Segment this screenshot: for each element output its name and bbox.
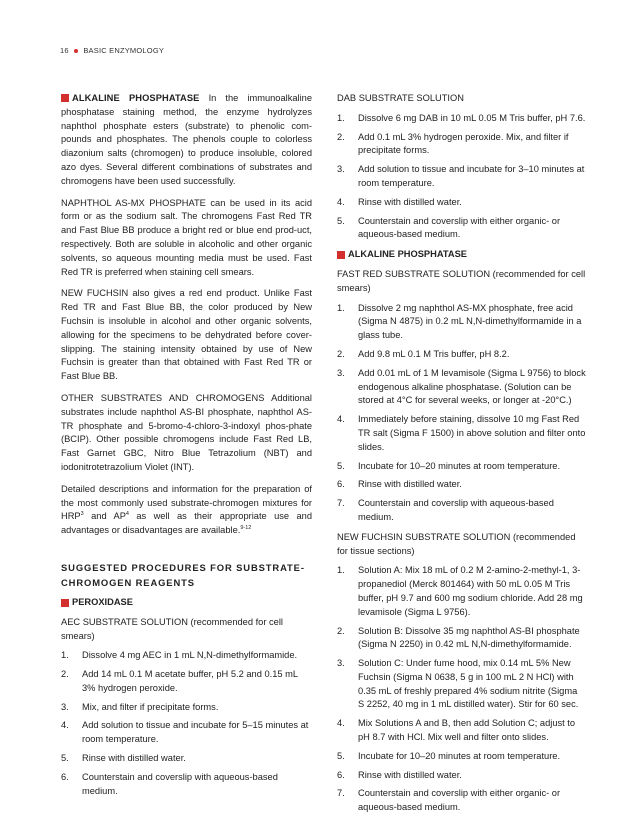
step-number: 5.: [337, 460, 345, 471]
naphthol-text: can be used in its acid form or as the sodium salt. The chromogens Fast Red TR and Fast Blue BB produce a bright red or blue end prod-uct, respectively. Both are soluble in alcoholic and other organic solvents, so aqueous mounting media must be used. Fast Red TR is preferred when staining cell smears.: [61, 197, 312, 277]
step-text: Dissolve 2 mg naphthol AS-MX phosphate, free acid (Sigma N 4875) in 0.2 mL N,N-dimethylformamide in a glass tube.: [358, 302, 582, 341]
list-item: [337, 478, 586, 492]
alkaline-phosphatase-heading: [337, 248, 586, 262]
step-number: 1.: [61, 650, 69, 661]
step-number: 1.: [337, 565, 345, 576]
step-text: Incubate for 10–20 minutes at room temperature.: [358, 460, 561, 471]
step-text: Solution C: Under fume hood, mix 0.14 mL 5% New Fuchsin (Sigma N 0638, 5 g in 100 mL 2 N HCl) with 0.35 mL of freshly prepared 4% sodium nitrite (Sigma S 2252, 40 mg in 1 mL distilled water). Stir for 60 sec.: [358, 658, 579, 710]
step-number: 4.: [337, 196, 345, 207]
step-number: 2.: [61, 669, 69, 680]
dab-title: DAB SUBSTRATE SOLUTION: [337, 93, 464, 103]
detailed-paragraph: [61, 483, 312, 538]
red-square-icon: [61, 94, 69, 102]
running-head: [60, 46, 164, 55]
step-number: 3.: [61, 701, 69, 712]
step-text: Mix, and filter if precipitate forms.: [82, 701, 219, 712]
step-text: Rinse with distilled water.: [82, 753, 186, 764]
new-fuchsin-title: NEW FUCHSIN SUBSTRATE SOLUTION (recommended for tissue sections): [337, 531, 576, 556]
list-item: [337, 787, 586, 815]
section-heading: [61, 560, 312, 590]
page-number: 16: [60, 46, 69, 55]
step-text: Counterstain and coverslip with either organic- or aqueous-based medium.: [358, 215, 561, 240]
step-number: 2.: [337, 348, 345, 359]
detailed-text-2: and AP: [83, 511, 126, 522]
detailed-text-3: as well as their appropriate use and advantages or disadvantages are available.: [61, 511, 312, 536]
fast-red-steps: [337, 302, 586, 525]
list-item: [337, 413, 586, 454]
list-item: [337, 564, 586, 619]
red-square-icon: [337, 251, 345, 259]
step-text: Rinse with distilled water.: [358, 769, 462, 780]
list-item: [337, 163, 586, 191]
step-text: Counterstain and coverslip with aqueous-based medium.: [358, 498, 554, 522]
step-number: 2.: [337, 131, 345, 142]
step-text: Add 14 mL 0.1 M acetate buffer, pH 5.2 and 0.15 mL 3% hydrogen peroxide.: [82, 669, 298, 693]
list-item: [337, 302, 586, 343]
step-number: 1.: [337, 112, 345, 123]
alkaline-intro-heading: ALKALINE PHOSPHATASE: [72, 93, 200, 103]
step-number: 3.: [337, 367, 345, 378]
step-text: Solution B: Dissolve 35 mg naphthol AS-BI phosphate (Sigma N 2250) in 0.42 mL N,N-dimethylformamide.: [358, 625, 580, 650]
list-item: [337, 112, 586, 126]
list-item: [61, 752, 312, 766]
detailed-text-1: Detailed descriptions and information for the preparation of the most commonly used substrate-chromogen mixtures for HRP: [61, 483, 312, 522]
step-number: 6.: [337, 479, 345, 490]
right-column: [337, 92, 586, 821]
dab-steps: [337, 112, 586, 242]
reference-sup-hrp: 3: [80, 511, 84, 518]
step-number: 6.: [61, 771, 69, 782]
list-item: [337, 497, 586, 525]
alkaline-intro-text: In the immunoalkaline phosphatase staining method, the enzyme hydrolyzes naphthol phosphate esters (substrate) to phenolic com-pounds and phosphates. The phenols couple to colorless diazonium salts (chromogen) to produce insoluble, colored azo dyes. Several different combinations of substrates and chromogens have been used successfully.: [61, 93, 312, 186]
fuchsin-paragraph: [61, 287, 312, 384]
left-column: [61, 92, 312, 804]
step-text: Add 9.8 mL 0.1 M Tris buffer, pH 8.2.: [358, 348, 510, 359]
step-text: Counterstain and coverslip with either organic- or aqueous-based medium.: [358, 788, 561, 813]
section-heading-line1: SUGGESTED PROCEDURES FOR SUBSTRATE-: [61, 561, 305, 573]
fuchsin-lead: NEW FUCHSIN: [61, 288, 129, 299]
step-text: Rinse with distilled water.: [358, 479, 462, 490]
list-item: [337, 367, 586, 408]
bullet-dot-icon: [74, 49, 78, 53]
step-number: 3.: [337, 164, 345, 175]
other-substrates-lead: OTHER SUBSTRATES AND CHROMOGENS: [61, 392, 265, 403]
list-item: [337, 769, 586, 783]
step-text: Incubate for 10–20 minutes at room temperature.: [358, 750, 561, 761]
step-text: Dissolve 4 mg AEC in 1 mL N,N-dimethylformamide.: [82, 650, 298, 661]
list-item: [337, 348, 586, 362]
list-item: [61, 668, 312, 696]
step-text: Rinse with distilled water.: [358, 196, 462, 207]
step-number: 4.: [337, 718, 345, 729]
step-number: 4.: [337, 414, 345, 425]
aec-title: AEC SUBSTRATE SOLUTION (recommended for cell smears): [61, 616, 283, 641]
list-item: [337, 215, 586, 243]
step-text: Solution A: Mix 18 mL of 0.2 M 2-amino-2-methyl-1, 3-propanediol (Merck 801464) with 50 mL 0.05 M Tris buffer, pH 9.7 and 600 mg sodium chloride. Add 28 mg levamisole (Sigma L 9756).: [358, 565, 583, 617]
aec-steps: [61, 649, 312, 798]
step-text: Counterstain and coverslip with aqueous-based medium.: [82, 771, 278, 796]
step-number: 6.: [337, 769, 345, 780]
step-number: 5.: [337, 750, 345, 761]
other-substrates-paragraph: [61, 392, 312, 475]
peroxidase-heading: [61, 596, 312, 610]
list-item: [337, 717, 586, 745]
reference-sup-available: 9-12: [240, 525, 252, 532]
step-text: Add solution to tissue and incubate for 3–10 minutes at room temperature.: [358, 164, 585, 188]
list-item: [337, 750, 586, 764]
fast-red-title: FAST RED SUBSTRATE SOLUTION (recommended for cell smears): [337, 268, 586, 293]
step-text: Immediately before staining, dissolve 10 mg Fast Red TR salt (Sigma F 1500) in above solution and filter onto slides.: [358, 414, 586, 452]
list-item: [61, 719, 312, 747]
step-text: Add 0.1 mL 3% hydrogen peroxide. Mix, and filter if precipitate forms.: [358, 131, 569, 156]
reference-sup-ap: 4: [125, 511, 129, 518]
step-text: Add 0.01 mL of 1 M levamisole (Sigma L 9756) to block endogenous alkaline phosphatase. (Solution can be stored at 4°C for several weeks, or longer at -20°C.): [358, 367, 586, 406]
step-number: 5.: [337, 215, 345, 226]
list-item: [337, 657, 586, 712]
red-square-icon: [61, 599, 69, 607]
list-item: [337, 131, 586, 159]
other-substrates-text: Additional substrates include naphthol AS-BI phosphate, naphthol AS-TR phosphate and 5-bromo-4-chloro-3-indoxyl phos-phate (BCIP). Other possible chromogens include Fast Red LB, Fast Garnet GBC, Nitro Blue Tetrazolium (NBT) and iodonitrotetrazolium Violet (INT).: [61, 392, 312, 472]
peroxidase-heading-label: PEROXIDASE: [72, 596, 133, 607]
list-item: [61, 771, 312, 799]
step-number: 5.: [61, 753, 69, 764]
step-number: 1.: [337, 302, 345, 313]
naphthol-paragraph: [61, 197, 312, 280]
list-item: [61, 701, 312, 715]
step-number: 7.: [337, 498, 345, 509]
step-number: 7.: [337, 788, 345, 799]
alkaline-intro-paragraph: [61, 92, 312, 189]
naphthol-lead: NAPHTHOL AS-MX PHOSPHATE: [61, 197, 206, 208]
step-text: Dissolve 6 mg DAB in 10 mL 0.05 M Tris buffer, pH 7.6.: [358, 112, 586, 123]
list-item: [337, 460, 586, 474]
list-item: [337, 196, 586, 210]
fuchsin-text: also gives a red end product. Unlike Fast Red TR and Fast Blue BB, the color produced by New Fuchsin is insoluble in alcohol and other organic solvents, allowing for the specimens to be dehydrated before cover-slipping. The staining intensity obtained by use of New Fuchsin is greater than that obtained with Fast Red TR or Fast Blue BB.: [61, 288, 312, 382]
step-number: 3.: [337, 658, 345, 669]
step-number: 2.: [337, 625, 345, 636]
step-text: Add solution to tissue and incubate for 5–15 minutes at room temperature.: [82, 720, 309, 745]
book-title: BASIC ENZYMOLOGY: [83, 46, 165, 55]
section-heading-line2: CHROMOGEN REAGENTS: [61, 576, 195, 588]
list-item: [61, 649, 312, 663]
step-text: Mix Solutions A and B, then add Solution C; adjust to pH 8.7 with HCl. Mix well and filter onto slides.: [358, 718, 576, 743]
alkaline-phosphatase-heading-label: ALKALINE PHOSPHATASE: [348, 249, 467, 260]
list-item: [337, 625, 586, 653]
step-number: 4.: [61, 720, 69, 731]
new-fuchsin-steps: [337, 564, 586, 815]
